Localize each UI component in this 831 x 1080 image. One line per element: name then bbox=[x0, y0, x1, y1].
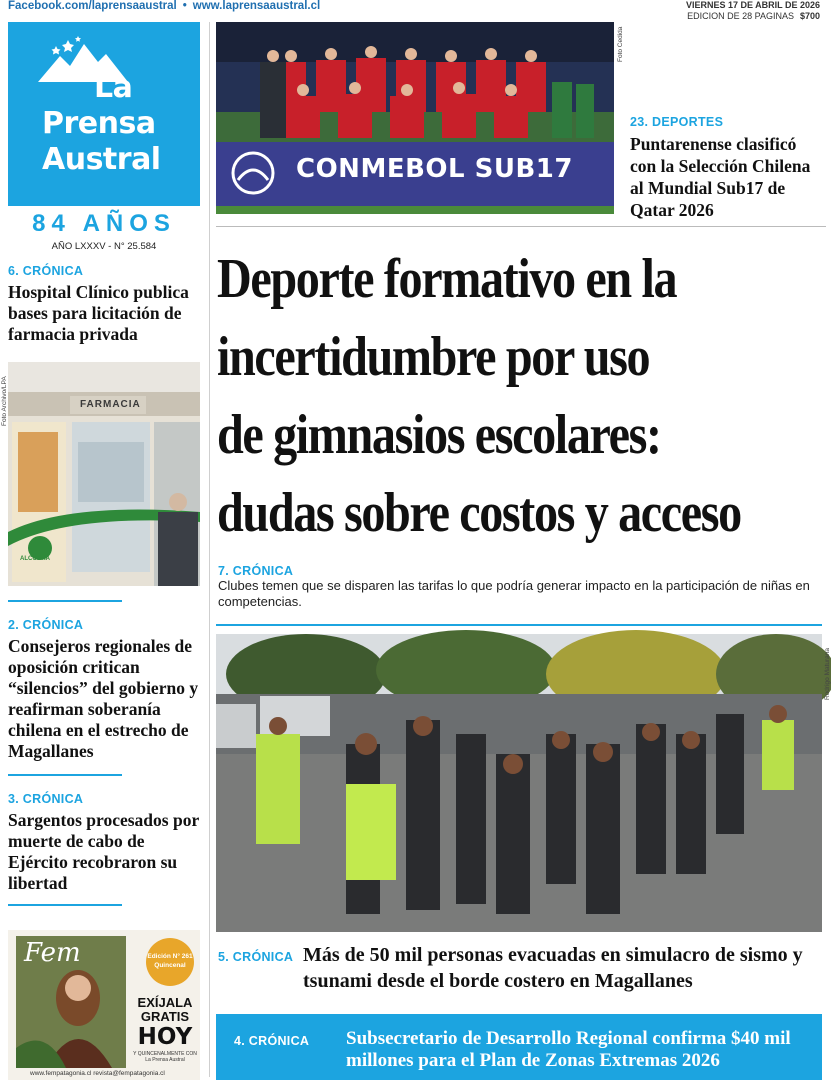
evacuation-photo[interactable] bbox=[216, 634, 822, 932]
lead-headline-line1: Deporte formativo en la bbox=[217, 248, 677, 310]
edition-pages: EDICION DE 28 PAGINAS bbox=[687, 11, 794, 21]
logo-word-austral: Austral bbox=[42, 142, 161, 177]
lead-headline-line4: dudas sobre costos y acceso bbox=[217, 482, 741, 544]
story3-section[interactable]: 3. CRÓNICA bbox=[8, 792, 84, 806]
section-rule bbox=[8, 600, 122, 602]
story1-headline[interactable]: Hospital Clínico publica bases para licitación de farmacia privada bbox=[8, 282, 189, 344]
lead-dek: Clubes temen que se disparen las tarifas lo que podría generar impacto en la participación de niñas en competencias. bbox=[218, 578, 810, 609]
dateline bbox=[686, 0, 820, 22]
fem-magazine-ad[interactable] bbox=[8, 930, 200, 1080]
farmacia-sign: FARMACIA bbox=[80, 399, 141, 410]
deportes-section[interactable]: 23. DEPORTES bbox=[630, 115, 724, 129]
evacuation-section[interactable]: 5. CRÓNICA bbox=[218, 950, 294, 964]
team-photo[interactable] bbox=[216, 22, 614, 214]
section-rule bbox=[216, 624, 822, 626]
farmacia-photo[interactable] bbox=[8, 362, 200, 586]
fem-title: Fem bbox=[24, 938, 81, 968]
column-divider bbox=[209, 22, 210, 1077]
separator-dot: • bbox=[182, 0, 187, 12]
farmacia-photo-illustration bbox=[8, 362, 200, 586]
newspaper-logo[interactable] bbox=[8, 22, 200, 206]
bottom-bar-headline[interactable]: Subsecretario de Desarrollo Regional confirma $40 mil millones para el Plan de Zonas Extremas 2026 bbox=[346, 1028, 791, 1071]
lead-section[interactable]: 7. CRÓNICA bbox=[218, 564, 294, 578]
anniversary-label: 84 AÑOS bbox=[32, 210, 176, 237]
logo-wordmark bbox=[42, 70, 161, 178]
story3-headline[interactable]: Sargentos procesados por muerte de cabo de Ejército recobraron su libertad bbox=[8, 810, 199, 893]
lead-headline-line2: incertidumbre por uso bbox=[217, 326, 650, 388]
photo-credit-farmacia: Foto Archivo/LPA bbox=[1, 376, 8, 426]
issue-date: VIERNES 17 DE ABRIL DE 2026 bbox=[685, 0, 820, 10]
lead-headline-line3: de gimnasios escolares: bbox=[217, 404, 661, 466]
website-link[interactable]: www.laprensaaustral.cl bbox=[192, 0, 321, 12]
section-rule bbox=[8, 774, 122, 776]
bottom-bar-section[interactable]: 4. CRÓNICA bbox=[234, 1034, 310, 1048]
section-rule bbox=[8, 904, 122, 906]
story2-headline[interactable]: Consejeros regionales de oposición critican “silencios” del gobierno y reafirman soberanía chilena en el estrecho de Magallanes bbox=[8, 636, 199, 761]
logo-word-prensa: Prensa bbox=[42, 106, 156, 141]
issue-price: $700 bbox=[799, 11, 820, 21]
conmebol-banner bbox=[216, 142, 614, 206]
pitch-strip bbox=[216, 206, 614, 214]
ad-urls[interactable]: www.fempatagonia.cl revista@fempatagonia.cl bbox=[30, 1070, 165, 1077]
ad-cta-text bbox=[132, 996, 198, 1024]
story1-section[interactable]: 6. CRÓNICA bbox=[8, 264, 84, 278]
evacuation-headline[interactable]: Más de 50 mil personas evacuadas en simulacro de sismo y tsunami desde el borde costero en Magallanes bbox=[303, 944, 803, 992]
lead-headline[interactable] bbox=[217, 240, 740, 552]
edition-badge: Edición N° 261 Quincenal bbox=[146, 938, 194, 986]
horizontal-rule bbox=[216, 226, 826, 227]
deportes-headline[interactable]: Puntarenense clasificó con la Selección Chilena al Mundial Sub17 de Qatar 2026 bbox=[630, 134, 811, 220]
alcobra-brand: ALCOBRA bbox=[20, 556, 50, 562]
ball-icon bbox=[230, 150, 276, 196]
photo-credit-team: Foto Cedida bbox=[617, 26, 624, 62]
ad-cta-big: HOY bbox=[137, 1024, 193, 1050]
story2-section[interactable]: 2. CRÓNICA bbox=[8, 618, 84, 632]
logo-word-la: La bbox=[94, 70, 133, 105]
bottom-news-bar[interactable] bbox=[216, 1014, 822, 1080]
conmebol-banner-text: CONMEBOL SUB17 bbox=[296, 154, 573, 184]
facebook-link[interactable]: Facebook.com/laprensaaustral bbox=[8, 0, 177, 12]
photo-credit-street: Rodrigo Maturana bbox=[824, 647, 831, 700]
masthead-links bbox=[8, 0, 320, 12]
ad-small-print: Y QUINCENALMENTE CON La Prensa Austral bbox=[133, 1051, 197, 1063]
volume-number: AÑO LXXXV - N° 25.584 bbox=[51, 241, 157, 252]
evacuation-photo-illustration bbox=[216, 634, 822, 932]
ad-cta-line1: EXÍJALA bbox=[137, 995, 193, 1010]
edition-info bbox=[686, 11, 820, 22]
ad-cta-line2: GRATIS bbox=[140, 1009, 190, 1024]
